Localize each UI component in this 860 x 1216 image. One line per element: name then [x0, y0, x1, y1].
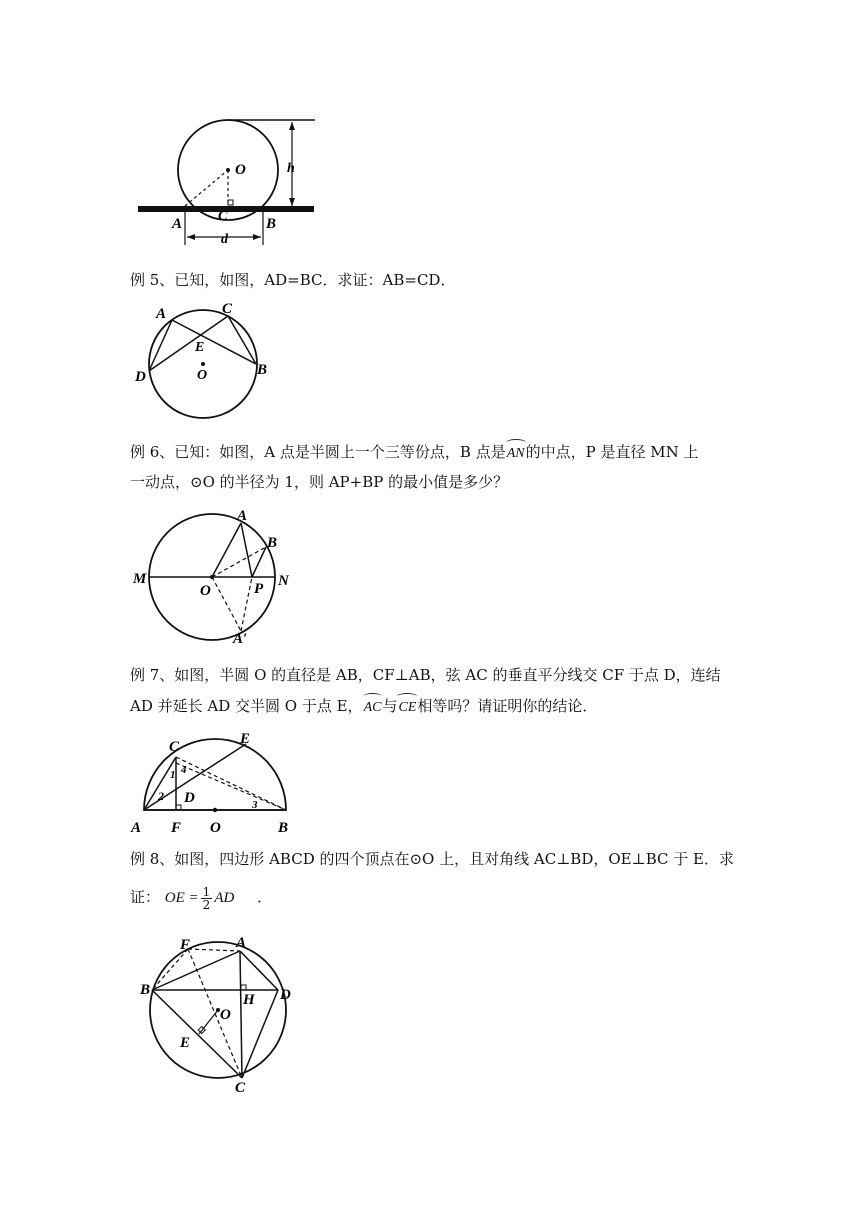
- fig8-label-d: D: [280, 987, 291, 1003]
- example-8-line-2-pre: 证：: [130, 888, 161, 906]
- fig5-label-o: O: [197, 368, 208, 383]
- fig8-label-o: O: [220, 1007, 231, 1023]
- fig8-label-e: E: [180, 1035, 191, 1051]
- fig8-label-c: C: [235, 1080, 246, 1095]
- formula-ad: AD: [214, 890, 235, 906]
- fig5-label-a: A: [156, 306, 167, 322]
- fraction-one-half: [201, 886, 213, 911]
- example-7-conj: 与: [382, 697, 398, 715]
- fig6-label-p: P: [254, 581, 264, 597]
- example-6-line-1-pre: 例 6、已知：如图，A 点是半圆上一个三等份点，B 点是: [130, 443, 506, 461]
- fig8-label-a: A: [236, 935, 247, 951]
- figure-example-8: [138, 935, 303, 1095]
- fig7-label-4: 4: [181, 764, 187, 776]
- fig7-label-3: 3: [252, 799, 258, 811]
- figure-circle-chord-height: [130, 110, 330, 260]
- fig5-label-b: B: [257, 362, 268, 378]
- example-7-line-2-post: 相等吗？请证明你的结论．: [417, 697, 598, 715]
- example-8-line-2-post: ．: [257, 888, 273, 906]
- fig7-label-e: E: [240, 731, 251, 747]
- fig4-label-c: C: [218, 209, 228, 224]
- example-6-line-1-post: 的中点，P 是直径 MN 上: [525, 443, 699, 461]
- figure-example-6: [130, 505, 305, 655]
- fig5-label-e: E: [195, 340, 205, 355]
- fig4-label-d: d: [221, 232, 228, 247]
- fig8-label-h: H: [243, 992, 255, 1008]
- fig4-label-h: h: [287, 161, 295, 176]
- fig4-label-a: A: [172, 216, 183, 232]
- arc-ac: AC: [363, 696, 383, 720]
- arc-ce: CE: [397, 696, 417, 720]
- fig5-label-c: C: [222, 301, 233, 317]
- fig6-label-a-prime: A′: [233, 631, 248, 647]
- fig7-label-d: D: [184, 790, 195, 806]
- fig6-label-o: O: [200, 583, 211, 599]
- fig7-label-c: C: [169, 739, 180, 755]
- example-8-line-1: 例 8、如图，四边形 ABCD 的四个顶点在⊙O 上，且对角线 AC⊥BD，OE⊥BC 于 E．求: [130, 850, 734, 868]
- fig7-label-b: B: [278, 820, 289, 836]
- fig8-label-b: B: [140, 982, 151, 998]
- example-7-line-2-pre: AD 并延长 AD 交半圆 O 于点 E，: [130, 697, 363, 715]
- fig6-label-n: N: [278, 573, 289, 589]
- fraction-numerator: 1: [202, 884, 211, 899]
- formula-oe: OE =: [164, 890, 199, 906]
- example-6-line-1: [130, 440, 699, 466]
- example-7-line-2: [130, 694, 597, 720]
- arc-an: AN: [506, 442, 526, 466]
- fig5-label-d: D: [135, 369, 146, 385]
- fig8-label-f: F: [180, 937, 191, 953]
- fig4-label-b: B: [266, 216, 277, 232]
- fig6-label-a: A: [237, 508, 248, 524]
- fig7-label-2: 2: [158, 789, 164, 803]
- fig6-label-b: B: [267, 535, 278, 551]
- example-8-line-2: [130, 885, 272, 911]
- fraction-denominator: 2: [202, 897, 211, 912]
- figure-example-7: [130, 728, 300, 840]
- fig7-label-a: A: [131, 820, 142, 836]
- fig6-label-m: M: [133, 571, 147, 587]
- fig7-label-1: 1: [170, 769, 176, 781]
- example-7-line-1: 例 7、如图，半圆 O 的直径是 AB，CF⊥AB，弦 AC 的垂直平分线交 CF 于点 D，连结: [130, 666, 721, 684]
- fig4-label-o: O: [235, 162, 246, 178]
- example-6-line-2: 一动点，⊙O 的半径为 1，则 AP+BP 的最小值是多少？: [130, 473, 509, 491]
- figure-example-5: [130, 296, 280, 421]
- fig7-label-f: F: [171, 820, 182, 836]
- fig7-label-o: O: [210, 820, 221, 836]
- example-5-text: 例 5、已知，如图，AD=BC．求证：AB=CD．: [130, 271, 456, 289]
